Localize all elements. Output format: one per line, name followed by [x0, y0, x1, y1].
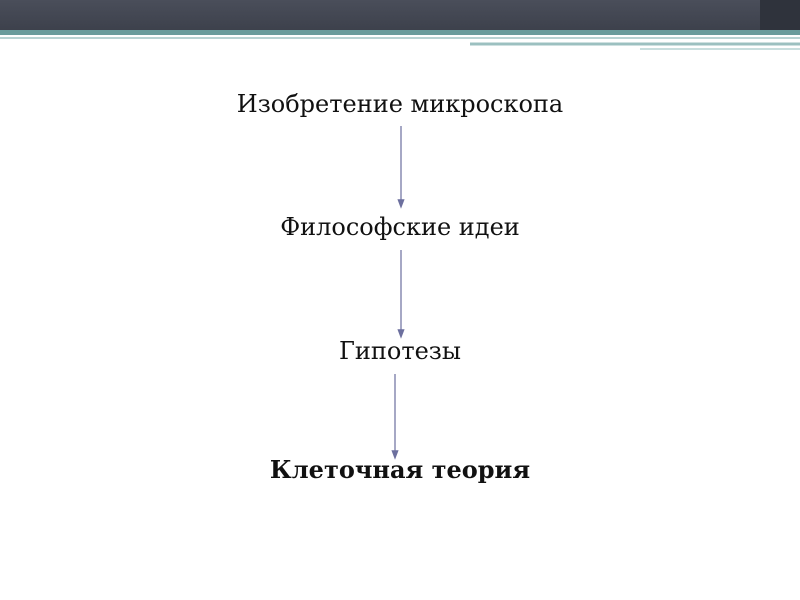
node-invention-microscope: Изобретение микроскопа: [236, 90, 564, 118]
node-philosophical-ideas: Философские идеи: [280, 213, 520, 241]
node-hypotheses: Гипотезы: [338, 337, 461, 365]
node-cell-theory: Клеточная теория: [269, 455, 531, 484]
